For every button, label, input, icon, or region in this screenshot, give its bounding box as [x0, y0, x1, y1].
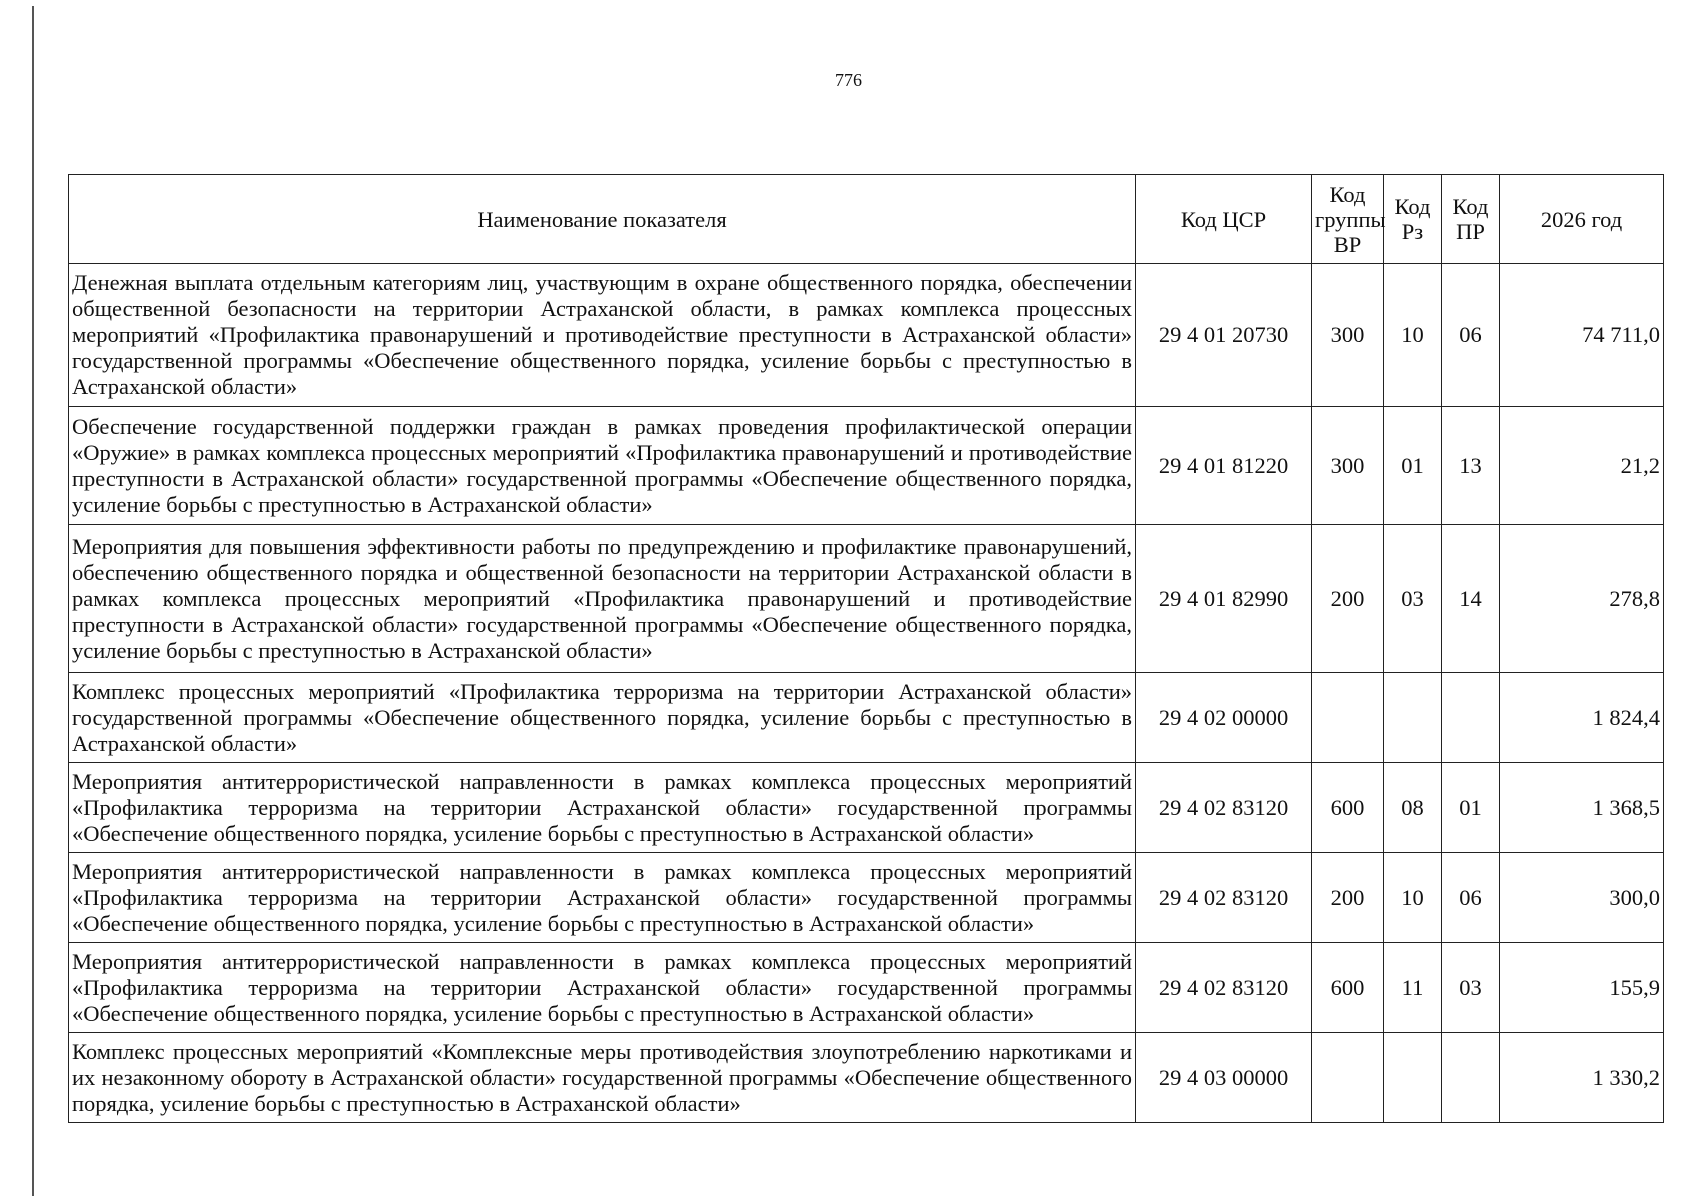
row-rz-code: 10: [1384, 853, 1442, 943]
row-amount: 1 330,2: [1500, 1033, 1664, 1123]
row-csr-code: 29 4 01 82990: [1136, 525, 1312, 673]
row-amount: 21,2: [1500, 407, 1664, 525]
row-csr-code: 29 4 01 20730: [1136, 264, 1312, 407]
row-vr-code: 200: [1312, 525, 1384, 673]
row-vr-code: 300: [1312, 407, 1384, 525]
table-row: [69, 763, 1664, 853]
row-csr-code: 29 4 01 81220: [1136, 407, 1312, 525]
row-indicator-name: Мероприятия антитеррористической направленности в рамках комплекса процессных мероприятий «Профилактика терроризма на территории Астраханской области» государственной программы «Обеспечение общественного порядка, усиление борьбы с преступностью в Астраханской области»: [69, 763, 1136, 853]
budget-table: [68, 174, 1664, 1123]
row-rz-code: 01: [1384, 407, 1442, 525]
row-rz-code: 08: [1384, 763, 1442, 853]
row-amount: 300,0: [1500, 853, 1664, 943]
table-row: [69, 943, 1664, 1033]
header-csr-code: Код ЦСР: [1136, 175, 1312, 264]
row-indicator-name: Комплекс процессных мероприятий «Профилактика терроризма на территории Астраханской области» государственной программы «Обеспечение общественного порядка, усиление борьбы с преступностью в Астраханской области»: [69, 673, 1136, 763]
row-indicator-name: Комплекс процессных мероприятий «Комплексные меры противодействия злоупотреблению наркотиками и их незаконному обороту в Астраханской области» государственной программы «Обеспечение общественного порядка, усиление борьбы с преступностью в Астраханской области»: [69, 1033, 1136, 1123]
table-row: [69, 853, 1664, 943]
row-amount: 155,9: [1500, 943, 1664, 1033]
row-vr-code: 600: [1312, 763, 1384, 853]
header-indicator-name: Наименование показателя: [69, 175, 1136, 264]
row-pr-code: 01: [1442, 763, 1500, 853]
table-row: [69, 673, 1664, 763]
row-pr-code: [1442, 673, 1500, 763]
row-pr-code: 03: [1442, 943, 1500, 1033]
table-row: [69, 264, 1664, 407]
row-rz-code: 11: [1384, 943, 1442, 1033]
binding-edge-line: [32, 6, 34, 1196]
row-csr-code: 29 4 02 00000: [1136, 673, 1312, 763]
row-pr-code: 06: [1442, 853, 1500, 943]
row-pr-code: 14: [1442, 525, 1500, 673]
row-indicator-name: Денежная выплата отдельным категориям лиц, участвующим в охране общественного порядка, обеспечении общественной безопасности на территории Астраханской области, в рамках комплекса процессных мероприятий «Профилактика правонарушений и противодействие преступности в Астраханской области» государственной программы «Обеспечение общественного порядка, усиление борьбы с преступностью в Астраханской области»: [69, 264, 1136, 407]
row-vr-code: 600: [1312, 943, 1384, 1033]
row-vr-code: [1312, 673, 1384, 763]
table-header-row: [69, 175, 1664, 264]
table-row: [69, 407, 1664, 525]
header-year-2026: 2026 год: [1500, 175, 1664, 264]
row-csr-code: 29 4 02 83120: [1136, 943, 1312, 1033]
row-indicator-name: Мероприятия антитеррористической направленности в рамках комплекса процессных мероприятий «Профилактика терроризма на территории Астраханской области» государственной программы «Обеспечение общественного порядка, усиление борьбы с преступностью в Астраханской области»: [69, 943, 1136, 1033]
row-csr-code: 29 4 02 83120: [1136, 853, 1312, 943]
row-rz-code: [1384, 673, 1442, 763]
row-indicator-name: Мероприятия антитеррористической направленности в рамках комплекса процессных мероприятий «Профилактика терроризма на территории Астраханской области» государственной программы «Обеспечение общественного порядка, усиление борьбы с преступностью в Астраханской области»: [69, 853, 1136, 943]
row-rz-code: [1384, 1033, 1442, 1123]
row-pr-code: 13: [1442, 407, 1500, 525]
header-rz-code: Код Рз: [1384, 175, 1442, 264]
row-amount: 74 711,0: [1500, 264, 1664, 407]
page-number: 776: [835, 70, 862, 90]
header-pr-code: Код ПР: [1442, 175, 1500, 264]
row-rz-code: 03: [1384, 525, 1442, 673]
row-amount: 278,8: [1500, 525, 1664, 673]
row-vr-code: [1312, 1033, 1384, 1123]
table-row: [69, 1033, 1664, 1123]
row-indicator-name: Мероприятия для повышения эффективности работы по предупреждению и профилактике правонарушений, обеспечению общественного порядка и общественной безопасности на территории Астраханской области в рамках комплекса процессных мероприятий «Профилактика правонарушений и противодействие преступности в Астраханской области» государственной программы «Обеспечение общественного порядка, усиление борьбы с преступностью в Астраханской области»: [69, 525, 1136, 673]
table-row: [69, 525, 1664, 673]
row-indicator-name: Обеспечение государственной поддержки граждан в рамках проведения профилактической операции «Оружие» в рамках комплекса процессных мероприятий «Профилактика правонарушений и противодействие преступности в Астраханской области» государственной программы «Обеспечение общественного порядка, усиление борьбы с преступностью в Астраханской области»: [69, 407, 1136, 525]
row-vr-code: 200: [1312, 853, 1384, 943]
row-amount: 1 824,4: [1500, 673, 1664, 763]
row-csr-code: 29 4 02 83120: [1136, 763, 1312, 853]
header-vr-code: Код группы ВР: [1312, 175, 1384, 264]
row-pr-code: 06: [1442, 264, 1500, 407]
row-vr-code: 300: [1312, 264, 1384, 407]
row-rz-code: 10: [1384, 264, 1442, 407]
row-csr-code: 29 4 03 00000: [1136, 1033, 1312, 1123]
row-amount: 1 368,5: [1500, 763, 1664, 853]
row-pr-code: [1442, 1033, 1500, 1123]
